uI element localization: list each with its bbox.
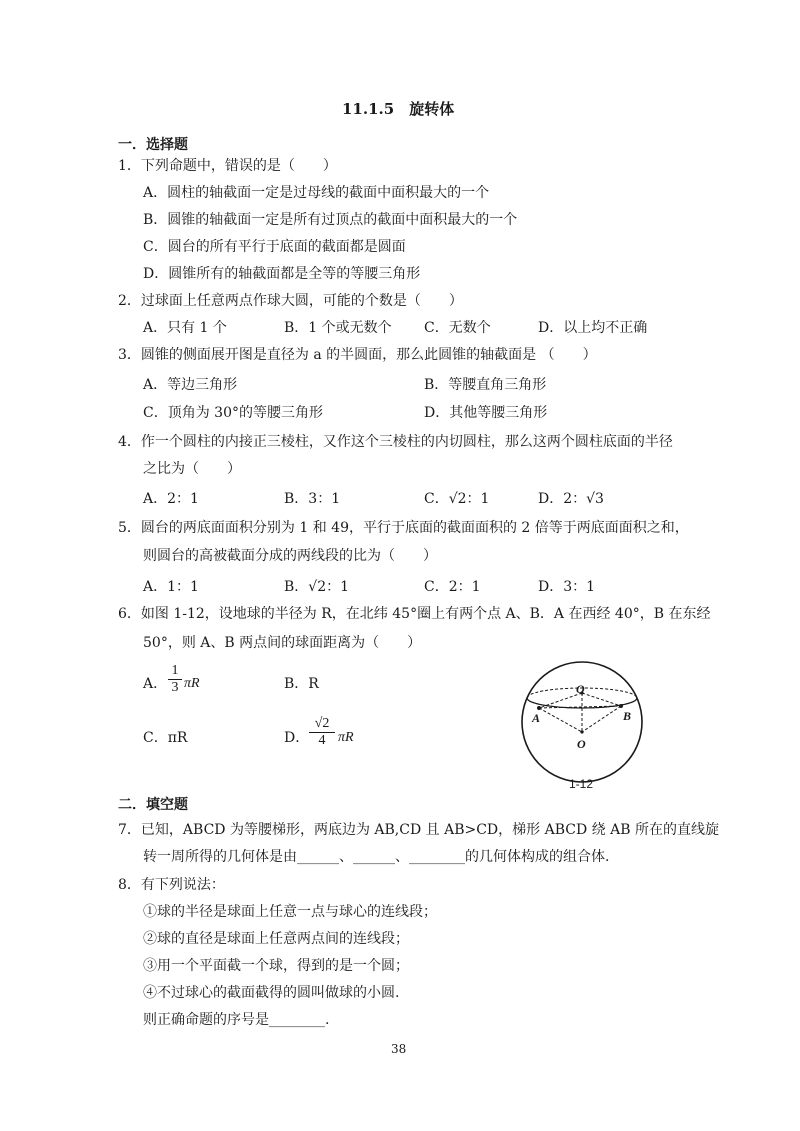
question-5-option-d: D．3：1: [538, 579, 596, 595]
question-2-option-c: C．无数个: [424, 320, 491, 336]
sphere-figure: [512, 660, 662, 795]
label-O: O: [577, 737, 586, 751]
question-2-option-b: B．1 个或无数个: [284, 320, 392, 336]
fraction-denominator: 3: [171, 680, 179, 695]
question-4-option-a: A．2：1: [143, 491, 199, 507]
question-6-option-d-fraction: [309, 716, 335, 749]
question-1-option-b: B．圆锥的轴截面一定是所有过顶点的截面中面积最大的一个: [143, 212, 518, 228]
fraction-denominator: 4: [318, 733, 326, 748]
point-O-dot: [580, 730, 583, 733]
question-3-option-d: D．其他等腰三角形: [424, 405, 548, 421]
label-O1: O: [576, 682, 585, 696]
question-3-stem: 3．圆锥的侧面展开图是直径为 a 的半圆面，那么此圆锥的轴截面是 （ ）: [118, 347, 597, 363]
question-8-stem: 8．有下列说法：: [118, 877, 225, 893]
question-6-option-b: B．R: [284, 676, 319, 692]
question-6-stem-line2: 50°，则 A、B 两点间的球面距离为（ ）: [143, 635, 422, 651]
label-B: B: [623, 709, 632, 723]
question-6-option-a-tail: πR: [184, 676, 200, 691]
figure-caption: 1-12: [569, 777, 594, 791]
question-4-option-d: D．2：√3: [538, 491, 604, 507]
question-5-option-c: C．2：1: [424, 579, 481, 595]
point-A-dot: [537, 706, 541, 710]
question-1-stem: 1．下列命题中，错误的是（ ）: [118, 158, 337, 174]
question-4-option-c: C．√2：1: [424, 491, 490, 507]
question-6-option-d-prefix: D．: [284, 730, 310, 746]
question-3-option-b: B．等腰直角三角形: [424, 377, 547, 393]
question-5-option-a: A．1：1: [143, 579, 199, 595]
question-7-line2: 转一周所得的几何体是由______、______、________的几何体构成的组合体.: [143, 849, 610, 865]
question-3-option-c: C．顶角为 30°的等腰三角形: [143, 405, 323, 421]
question-4-stem-line2: 之比为（ ）: [143, 461, 241, 477]
question-1-option-d: D．圆锥所有的轴截面都是全等的等腰三角形: [143, 266, 421, 282]
page-title: 11.1.5 旋转体: [342, 100, 455, 118]
question-1-option-a: A．圆柱的轴截面一定是过母线的截面中面积最大的一个: [143, 185, 490, 201]
point-B-dot: [619, 704, 623, 708]
question-5-option-b: B．√2：1: [284, 579, 350, 595]
label-A: A: [532, 711, 541, 725]
question-6-option-c: C．πR: [143, 730, 188, 746]
question-6-option-a-prefix: A．: [143, 676, 168, 692]
segment-O1-B: [582, 693, 621, 706]
question-3-option-a: A．等边三角形: [143, 377, 238, 393]
question-8-item-4: ④不过球心的截面截得的圆叫做球的小圆.: [143, 985, 400, 1001]
page-number: 38: [391, 1042, 407, 1056]
question-1-option-c: C．圆台的所有平行于底面的截面都是圆面: [143, 239, 406, 255]
segment-B-O: [582, 706, 621, 732]
question-2-stem: 2．过球面上任意两点作球大圆，可能的个数是（ ）: [118, 293, 463, 309]
section-heading-fill: 二．填空题: [118, 797, 188, 813]
section-heading-choice: 一．选择题: [118, 137, 188, 153]
question-4-option-b: B．3：1: [284, 491, 341, 507]
fraction-numerator: 1: [168, 663, 182, 680]
question-4-stem-line1: 4．作一个圆柱的内接正三棱柱，又作这个三棱柱的内切圆柱，那么这两个圆柱底面的半径: [118, 434, 673, 450]
question-6-stem-line1: 6．如图 1-12，设地球的半径为 R，在北纬 45°圈上有两个点 A、B．A 在西经 40°，B 在东经: [118, 606, 711, 622]
question-5-stem-line2: 则圆台的高被截面分成的两线段的比为（ ）: [143, 548, 437, 564]
question-8-answer: 则正确命题的序号是________.: [143, 1012, 330, 1028]
fraction-numerator: √2: [309, 716, 335, 733]
question-2-option-a: A．只有 1 个: [143, 320, 227, 336]
question-7-line1: 7．已知，ABCD 为等腰梯形，两底边为 AB,CD 且 AB>CD，梯形 ABCD 绕 AB 所在的直线旋: [118, 822, 719, 838]
question-6-option-a-fraction: [168, 663, 182, 696]
question-5-stem-line1: 5．圆台的两底面面积分别为 1 和 49，平行于底面的截面面积的 2 倍等于两底面面积之和，: [118, 520, 689, 536]
question-8-item-2: ②球的直径是球面上任意两点间的连线段；: [143, 931, 409, 947]
segment-A-O: [539, 708, 582, 732]
question-2-option-d: D．以上均不正确: [538, 320, 648, 336]
question-8-item-3: ③用一个平面截一个球，得到的是一个圆；: [143, 958, 409, 974]
question-6-option-d-tail: πR: [338, 730, 354, 745]
question-8-item-1: ①球的半径是球面上任意一点与球心的连线段；: [143, 904, 437, 920]
